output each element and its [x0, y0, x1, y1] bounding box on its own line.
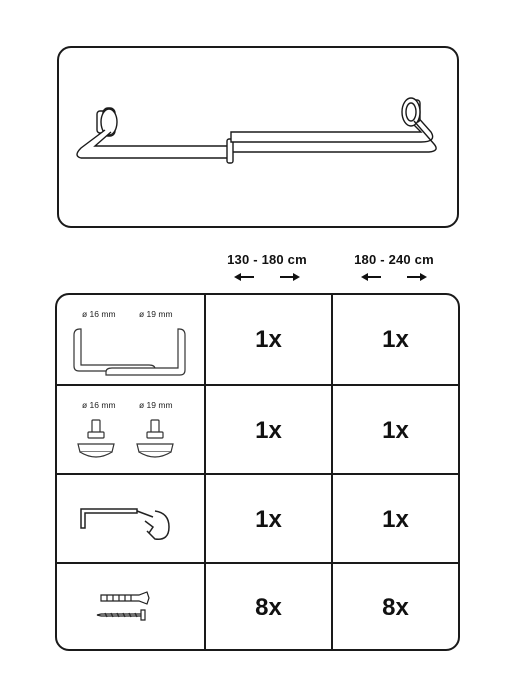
table-row [57, 473, 458, 564]
curtain-rod-illustration [59, 48, 461, 230]
part-cell [57, 475, 204, 564]
column-header-short [207, 252, 327, 283]
column-header-long [334, 252, 454, 283]
product-illustration-frame [57, 46, 459, 228]
parts-table [55, 293, 460, 651]
quantity-cell: 1x [331, 295, 458, 384]
support-bracket-icon [57, 475, 204, 564]
extend-arrows-icon [232, 271, 302, 283]
dowel-screw-icon [57, 564, 204, 651]
length-range-label: 130 - 180 cm [227, 252, 307, 267]
part-cell [57, 295, 204, 384]
quantity-cell: 8x [204, 564, 331, 651]
quantity-cell: 1x [204, 475, 331, 564]
extend-arrows-icon [359, 271, 429, 283]
diameter-label: ø 16 mm [82, 400, 116, 410]
quantity-cell: 1x [204, 386, 331, 475]
table-row [57, 562, 458, 651]
quantity-cell: 1x [204, 295, 331, 384]
diameter-label: ø 19 mm [139, 400, 173, 410]
part-cell [57, 386, 204, 475]
diameter-label: ø 19 mm [139, 309, 173, 319]
part-cell [57, 564, 204, 651]
diameter-label: ø 16 mm [82, 309, 116, 319]
quantity-cell: 1x [331, 475, 458, 564]
rod-bracket-icon [57, 295, 204, 384]
table-row [57, 295, 458, 384]
table-row [57, 384, 458, 475]
quantity-cell: 8x [331, 564, 458, 651]
length-range-label: 180 - 240 cm [354, 252, 434, 267]
wall-mount-icon [57, 386, 204, 475]
quantity-cell: 1x [331, 386, 458, 475]
